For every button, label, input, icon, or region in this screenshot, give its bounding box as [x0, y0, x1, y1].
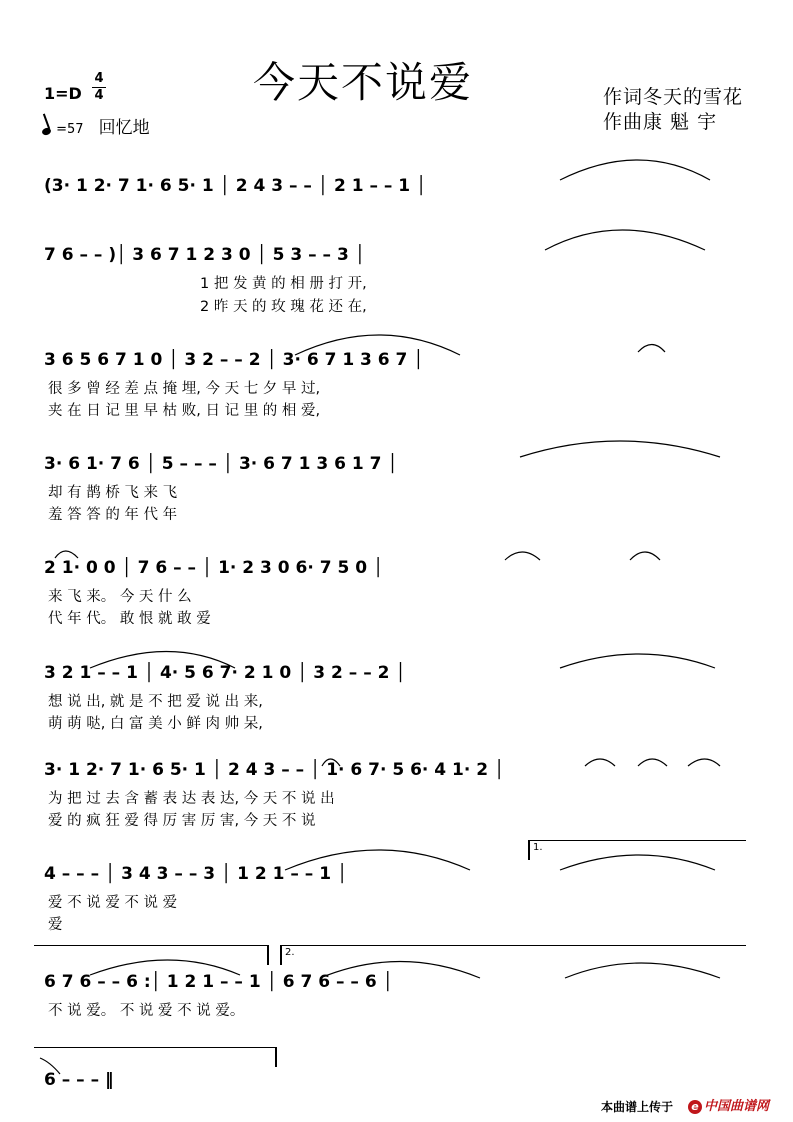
lyric-line-4-verse-2: 羞 答 答 的 年 代 年	[48, 507, 178, 523]
composer-credit: 作曲康 魁 宇	[603, 111, 718, 133]
lyric-line-8-verse-2: 爱	[48, 917, 63, 933]
time-signature	[92, 72, 106, 103]
lyric-line-6-verse-1: 想 说 出, 就 是 不 把 爱 说 出 来,	[48, 694, 263, 710]
slur	[545, 230, 705, 250]
notation-line-7: 3· 1 2· 7 1· 6 5· 1 │ 2 4 3 – – │ 1· 6 7· 5 6· 4 1· 2 │	[44, 760, 505, 780]
lyric-line-7-verse-1: 为 把 过 去 含 蓄 表 达 表 达, 今 天 不 说 出	[48, 791, 335, 807]
lyric-line-6-verse-2: 萌 萌 哒, 白 富 美 小 鲜 肉 帅 呆,	[48, 716, 263, 732]
slur	[560, 855, 715, 870]
time-signature-top: 4	[94, 71, 104, 86]
lyric-line-5-verse-1: 来 飞 来。 今 天 什 么	[48, 589, 192, 605]
tempo-marking	[42, 113, 150, 138]
notation-line-1: (3· 1 2· 7 1· 6 5· 1 │ 2 4 3 – – │ 2 1 – – 1 │	[44, 176, 427, 196]
key-signature: 1=D	[44, 84, 82, 103]
site-logo-icon: e	[688, 1100, 702, 1114]
lyric-line-8-verse-1: 爱 不 说 爱 不 说 爱	[48, 895, 178, 911]
notation-line-6: 3 2 1 – – 1 │ 4· 5 6 7· 2 1 0 │ 3 2 – – 2 │	[44, 663, 406, 683]
lyric-line-4-verse-1: 却 有 鹊 桥 飞 来 飞	[48, 485, 178, 501]
slur	[505, 552, 540, 560]
lyricist-credit: 作词冬天的雪花	[603, 86, 744, 108]
footer-upload-text: 本曲谱上传于	[601, 1100, 674, 1114]
notation-line-5: 2 1· 0 0 │ 7 6 – – │ 1· 2 3 0 6· 7 5 0 │	[44, 558, 384, 578]
page-title: 今天不说爱	[253, 58, 474, 107]
volta-2-label: 2.	[285, 947, 295, 958]
lyric-line-2-verse-1: 1 把 发 黄 的 相 册 打 开,	[200, 276, 367, 292]
lyric-line-3-verse-1: 很 多 曾 经 差 点 掩 埋, 今 天 七 夕 早 过,	[48, 381, 321, 397]
volta-continuation-bracket	[34, 945, 268, 946]
slur	[585, 759, 615, 766]
site-name: 中国曲谱网	[704, 1099, 770, 1114]
quarter-note-icon	[41, 127, 52, 137]
notation-line-8: 4 – – – │ 3 4 3 – – 3 │ 1 2 1 – – 1 │	[44, 864, 348, 884]
site-logo[interactable]	[688, 1095, 769, 1114]
volta-2-bracket-hook	[280, 945, 282, 965]
lyric-line-5-verse-2: 代 年 代。 敢 恨 就 敢 爱	[48, 611, 211, 627]
lyric-line-9-verse-1: 不 说 爱。 不 说 爱 不 说 爱。	[48, 1003, 245, 1019]
volta-continuation-hook	[267, 945, 269, 965]
notation-line-3: 3 6 5 6 7 1 0 │ 3 2 – – 2 │ 3· 6 7 1 3 6 7 │	[44, 350, 424, 370]
lyric-line-7-verse-2: 爱 的 疯 狂 爱 得 厉 害 厉 害, 今 天 不 说	[48, 813, 316, 829]
slur	[560, 160, 710, 180]
slur	[638, 759, 667, 766]
slur	[638, 345, 665, 353]
notation-line-9: 6 7 6 – – 6 :│ 1 2 1 – – 1 │ 6 7 6 – – 6 │	[44, 972, 393, 992]
slur	[688, 759, 720, 766]
volta-1-bracket	[528, 840, 746, 841]
expression-mark: 回忆地	[98, 118, 150, 138]
volta-1-bracket-hook	[528, 840, 530, 860]
volta-2-bracket	[280, 945, 746, 946]
time-signature-bottom: 4	[94, 88, 104, 103]
volta-1-label: 1.	[533, 842, 543, 853]
slur	[565, 963, 720, 978]
notation-line-2: 7 6 – – )│ 3 6 7 1 2 3 0 │ 5 3 – – 3 │	[44, 245, 365, 265]
notation-line-4: 3· 6 1· 7 6 │ 5 – – – │ 3· 6 7 1 3 6 1 7 │	[44, 454, 398, 474]
lyric-line-2-verse-2: 2 昨 天 的 玫 瑰 花 还 在,	[200, 299, 367, 315]
slur	[55, 551, 78, 558]
final-bracket	[34, 1047, 276, 1048]
slur	[520, 441, 720, 457]
tempo-value: =57	[56, 122, 84, 137]
slur	[630, 552, 660, 560]
notation-line-10: 6 – – – ‖	[44, 1070, 114, 1090]
final-bracket-hook	[275, 1047, 277, 1067]
slur	[560, 654, 715, 668]
lyric-line-3-verse-2: 夹 在 日 记 里 早 枯 败, 日 记 里 的 相 爱,	[48, 403, 321, 419]
